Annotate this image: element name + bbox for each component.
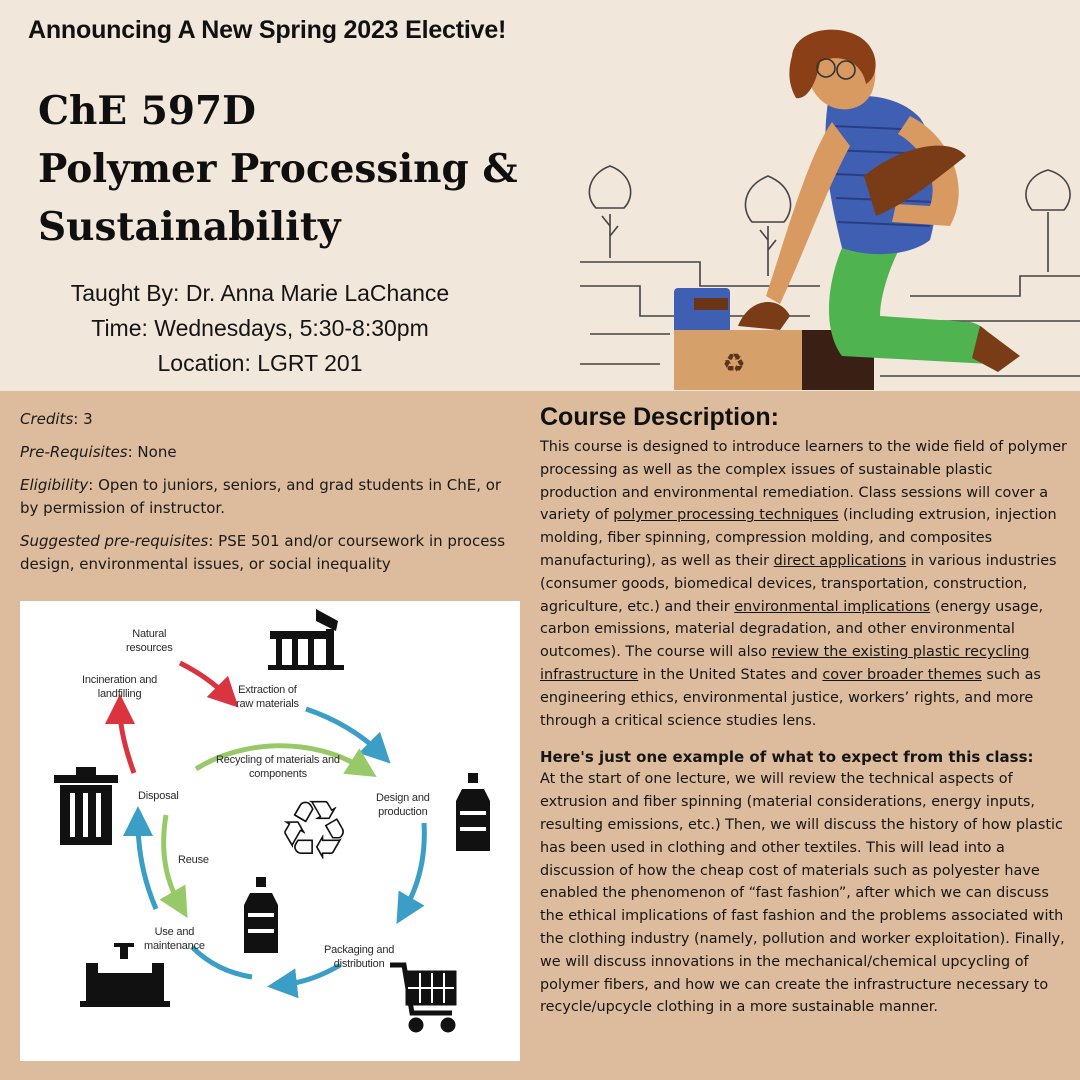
label-reuse: Reuse — [178, 854, 209, 866]
arrow-extraction-to-design — [306, 709, 380, 753]
meeting-time: Time: Wednesdays, 5:30-8:30pm — [91, 315, 429, 341]
eligibility: Eligibility: Open to juniors, seniors, and grad students in ChE, or by permission of instructor. — [20, 476, 502, 517]
lifecycle-arrows — [20, 601, 520, 1061]
instructor: Taught By: Dr. Anna Marie LaChance — [70, 280, 450, 306]
bottle-icon-use — [244, 877, 278, 953]
arrow-design-to-packaging — [404, 823, 424, 911]
announcement: Announcing A New Spring 2023 Elective! — [28, 16, 507, 44]
course-code: ChE 597D — [38, 88, 256, 134]
course-title-line-1: Polymer Processing & — [38, 146, 518, 192]
course-title-line-2: Sustainability — [38, 204, 341, 250]
link-polymer-processing: polymer processing techniques — [613, 507, 839, 524]
arrow-disposal-to-incineration — [120, 709, 134, 773]
oil-pump-icon — [268, 609, 344, 670]
course-info — [40, 276, 480, 381]
label-extraction: Extraction of raw materials — [236, 684, 299, 710]
recycle-icon: ♲ — [277, 784, 351, 879]
example-heading: Here's just one example of what to expect from this class: — [540, 748, 1034, 767]
label-use: Use and maintenance — [144, 926, 205, 952]
arrow-natural-to-extraction — [180, 663, 228, 697]
course-details — [20, 408, 508, 586]
location: Location: LGRT 201 — [157, 350, 363, 376]
course-title — [38, 82, 518, 256]
label-packaging: Packaging and distribution — [324, 944, 395, 970]
label-design: Design and production — [376, 792, 430, 818]
trash-can-icon — [54, 767, 118, 845]
credits: Credits: 3 — [20, 410, 93, 428]
link-recycling-infrastructure: review the existing plastic recycling infrastructure — [540, 644, 1030, 683]
link-environmental-implications: environmental implications — [734, 598, 931, 615]
header-section — [0, 0, 1080, 391]
example-paragraph: At the start of one lecture, we will review the technical aspects of extrusion and fiber spinning (material considerations, energy inputs, resulting emissions, etc.) Then, we will discuss the history of how plastic has been used in clothing and other textiles. This will lead into a discussion of how the cheap cost of materials such as polyester have enabled the phenomenon of “fast fashion”, after which we can discuss the ethical implications of fast fashion and the problems associated with the clothing industry (namely, pollution and worker exploitation). Finally, we will discuss innovations in the mechanical/chemical upcycling of polymer fibers, and how we can create the infrastructure necessary to recycle/upcycle clothing in a more sustainable manner. — [540, 771, 1065, 1016]
label-incineration: Incineration and landfilling — [82, 674, 158, 700]
label-disposal: Disposal — [138, 790, 179, 802]
description-heading: Course Description: — [540, 403, 779, 431]
link-broader-themes: cover broader themes — [822, 666, 982, 683]
course-description — [540, 400, 1070, 1019]
label-natural-resources: Natural resources — [126, 628, 173, 654]
recycle-symbol-icon: ♻ — [722, 349, 746, 379]
recycling-woman-illustration — [580, 26, 1080, 392]
arrow-use-to-disposal — [138, 821, 156, 909]
label-recycling: Recycling of materials and components — [216, 754, 340, 780]
suggested-prerequisites: Suggested pre-requisites: PSE 501 and/or coursework in process design, environmental issues, or social inequality — [20, 532, 506, 573]
prerequisites: Pre-Requisites: None — [20, 443, 177, 461]
bottle-icon-design — [456, 773, 490, 851]
product-lifecycle-diagram — [20, 601, 520, 1061]
link-direct-applications: direct applications — [773, 552, 907, 569]
description-paragraph: This course is designed to introduce learners to the wide field of polymer processing as well as the complex issues of sustainable plastic production and environmental remediation. Class sessions will cover a variety of polymer processing techniques (including extrusion, injection molding, fiber spinning, compression molding, and composites manufacturing), as well as their direct applications in various industries (consumer goods, biomedical devices, transportation, construction, agriculture, etc.) and their environmental implications (energy usage, carbon emissions, material degradation, and other environmental outcomes). The course will also review the existing plastic recycling infrastructure in the United States and cover broader themes such as engineering ethics, environmental justice, workers’ rights, and more through a critical science studies lens. — [540, 439, 1067, 729]
